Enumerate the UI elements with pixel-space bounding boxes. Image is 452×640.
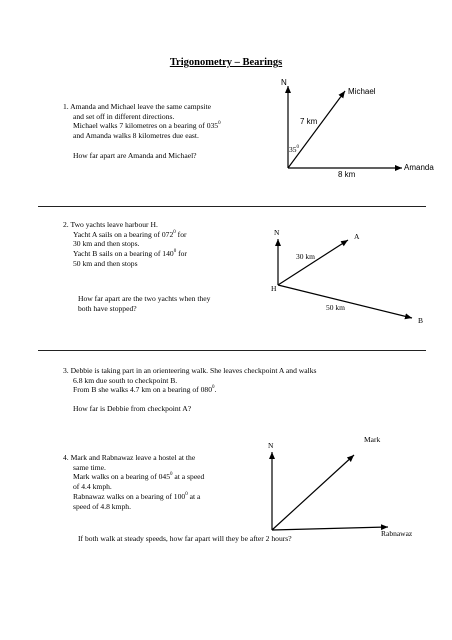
q2-distance-30km: 30 km [296,252,315,261]
q2-north-label: N [274,228,280,237]
q4-line-4: of 4.4 kmph. [73,482,112,492]
q1-north-label: N [281,78,287,87]
page-title: Trigonometry – Bearings [169,57,283,68]
q2-yacht-a-arrow [278,240,348,285]
q4-line-1: 4. Mark and Rabnawaz leave a hostel at the [63,453,196,462]
q4-line-2: same time. [73,462,106,472]
q4-rabnawaz-label: Rabnawaz [381,529,413,538]
q3-question: How far is Debbie from checkpoint A? [73,404,192,414]
q2-yacht-b-arrow [278,285,412,318]
q2-harbour-label: H [271,284,277,293]
q1-line-1: 1. Amanda and Michael leave the same campsite [63,102,212,111]
q2-question-line-1: How far apart are the two yachts when they [78,294,211,303]
q2-yacht-b-label: B [418,316,424,325]
q2-line-5: 50 km and then stops [73,258,138,268]
q3-line-3: From B she walks 4.7 km on a bearing of $080^0$. [73,385,217,395]
q1-amanda-label: Amanda [404,163,434,172]
q2-line-2: Yacht A sails on a bearing of $072^0$ for [73,229,187,239]
q2-distance-50km: 50 km [326,303,345,312]
q1-line-4: and Amanda walks 8 kilometres due east. [73,131,199,141]
question-4 [63,453,204,511]
q3-line-1: 3. Debbie is taking part in an orienteering walk. She leaves checkpoint A and walks [63,366,317,375]
q2-line-1: 2. Two yachts leave harbour H. [63,220,158,229]
question-3 [63,366,316,414]
q1-question: How far apart are Amanda and Michael? [73,150,197,160]
q4-north-label: N [268,441,274,450]
q1-line-2: and set off in different directions. [73,111,175,121]
q3-line-2: 6.8 km due south to checkpoint B. [73,375,178,385]
q4-mark-arrow [272,455,354,530]
question-2 [63,220,187,269]
q4-question [78,534,292,544]
q2-question [78,294,210,313]
q4-line-3: Mark walks on a bearing of $045^0$ at a speed [73,472,205,482]
q1-michael-label: Michael [348,87,376,96]
q1-angle-label: $35^0$ [289,145,299,154]
q2-yacht-a-label: A [354,232,360,241]
q1-distance-7km: 7 km [300,117,318,126]
q2-line-4: Yacht B sails on a bearing of $140^0$ for [73,249,187,259]
q4-line-5: Rabnawaz walks on a bearing of $100^0$ at a [73,491,201,501]
q4-mark-label: Mark [364,435,381,444]
q4-question-line: If both walk at steady speeds, how far apart will they be after 2 hours? [78,534,292,543]
q1-distance-8km: 8 km [338,170,356,179]
divider-1 [38,206,426,207]
q1-line-3: Michael walks 7 kilometres on a bearing of $035^0$ [73,121,221,131]
q4-rabnawaz-arrow [272,527,388,530]
q1-michael-arrow [288,91,345,168]
q2-line-3: 30 km and then stops. [73,239,140,249]
q2-question-line-2: both have stopped? [78,303,137,313]
q4-line-6: speed of 4.8 kmph. [73,501,131,511]
divider-2 [38,350,426,351]
